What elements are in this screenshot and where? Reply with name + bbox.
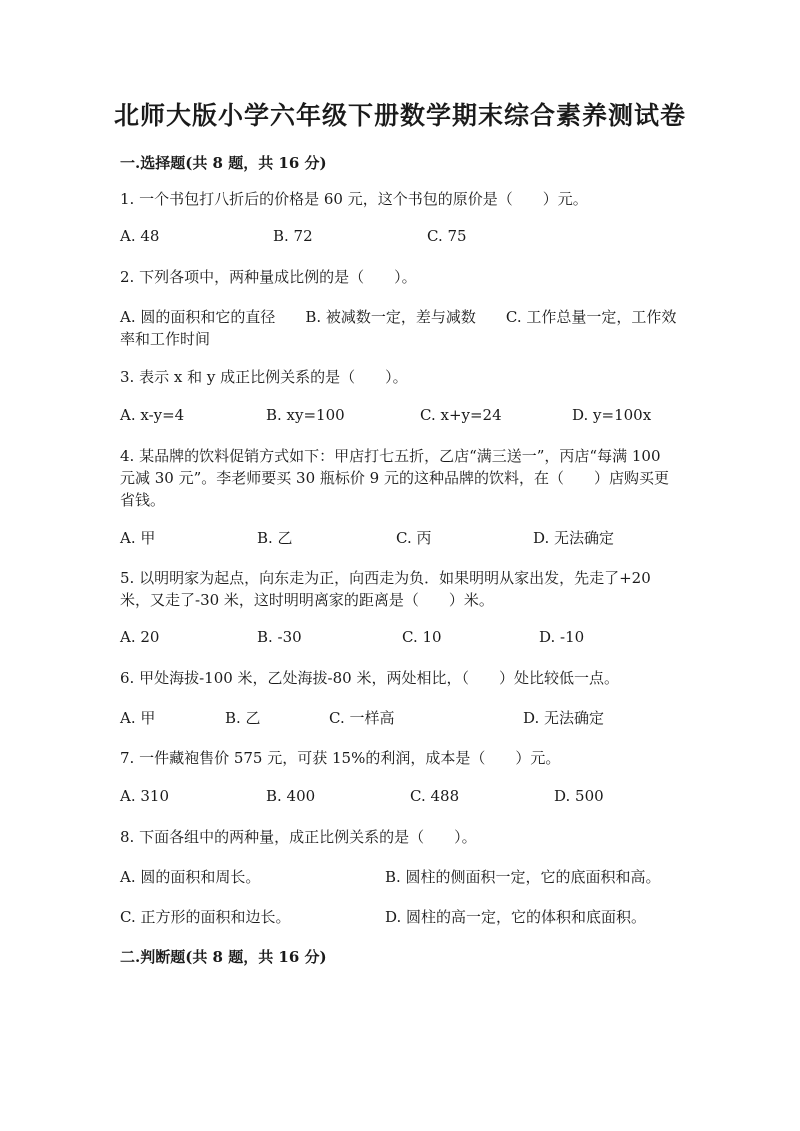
option-a: A. 圆的面积和周长。 [120,868,261,886]
option-c: C. 丙 [396,529,432,547]
option-c: C. x+y=24 [420,406,502,424]
option-c: C. 一样高 [329,709,395,727]
question-7-options [120,787,700,809]
question-2: 2. 下列各项中，两种量成比例的是（ ）。 [120,268,417,286]
section-heading-choice: 一.选择题(共 8 题，共 16 分) [120,154,327,172]
question-5: 5. 以明明家为起点，向东走为正，向西走为负．如果明明从家出发，先走了+20 米，又走了-30 米，这时明明离家的距离是（ ）米。 [120,569,651,609]
option-c: C. 10 [402,628,442,646]
question-8: 8. 下面各组中的两种量，成正比例关系的是（ ）。 [120,828,477,846]
question-8-options-row1 [120,866,700,888]
option-b: B. -30 [257,628,302,646]
option-d: D. y=100x [572,406,652,424]
option-d: D. -10 [539,628,585,646]
option-c: C. 488 [410,787,460,805]
section-heading-judgment: 二.判断题(共 8 题，共 16 分) [120,948,327,966]
question-8-options-row2 [120,906,700,928]
question-1-options [120,227,700,249]
option-b: B. 乙 [225,709,261,727]
option-a: A. 甲 [120,529,156,547]
option-b: B. 72 [273,227,313,245]
option-b: B. 400 [266,787,316,805]
question-3: 3. 表示 x 和 y 成正比例关系的是（ ）。 [120,368,408,386]
option-d: D. 500 [554,787,604,805]
option-a: A. 甲 [120,709,156,727]
option-d: D. 无法确定 [533,529,615,547]
option-a: A. x-y=4 [120,406,185,424]
option-d: D. 无法确定 [523,709,605,727]
exam-title: 北师大版小学六年级下册数学期末综合素养测试卷 [113,101,686,130]
option-c: C. 正方形的面积和边长。 [120,908,291,926]
question-1: 1. 一个书包打八折后的价格是 60 元，这个书包的原价是（ ）元。 [120,190,588,208]
question-4: 4. 某品牌的饮料促销方式如下：甲店打七五折，乙店“满三送一”，丙店“每满 100 元减 30 元”。李老师要买 30 瓶标价 9 元的这种品牌的饮料，在（ ）店购买更省钱。 [120,447,669,509]
option-d: D. 圆柱的高一定，它的体积和底面积。 [385,908,647,926]
question-4-options [120,527,700,549]
option-a: A. 20 [120,628,160,646]
question-6: 6. 甲处海拔-100 米，乙处海拔-80 米，两处相比，（ ）处比较低一点。 [120,669,619,687]
option-b: B. 圆柱的侧面积一定，它的底面积和高。 [385,868,661,886]
question-5-options [120,628,700,650]
question-6-options [120,707,700,729]
option-a: A. 48 [120,227,160,245]
option-a: A. 310 [120,787,169,805]
question-3-options [120,406,700,428]
question-7: 7. 一件藏袍售价 575 元，可获 15%的利润，成本是（ ）元。 [120,749,561,767]
option-b: B. xy=100 [266,406,345,424]
option-c: C. 75 [427,227,467,245]
option-b: B. 乙 [257,529,293,547]
question-2-options: A. 圆的面积和它的直径 B. 被减数一定，差与减数 C. 工作总量一定，工作效率和工作时间 [120,308,677,348]
